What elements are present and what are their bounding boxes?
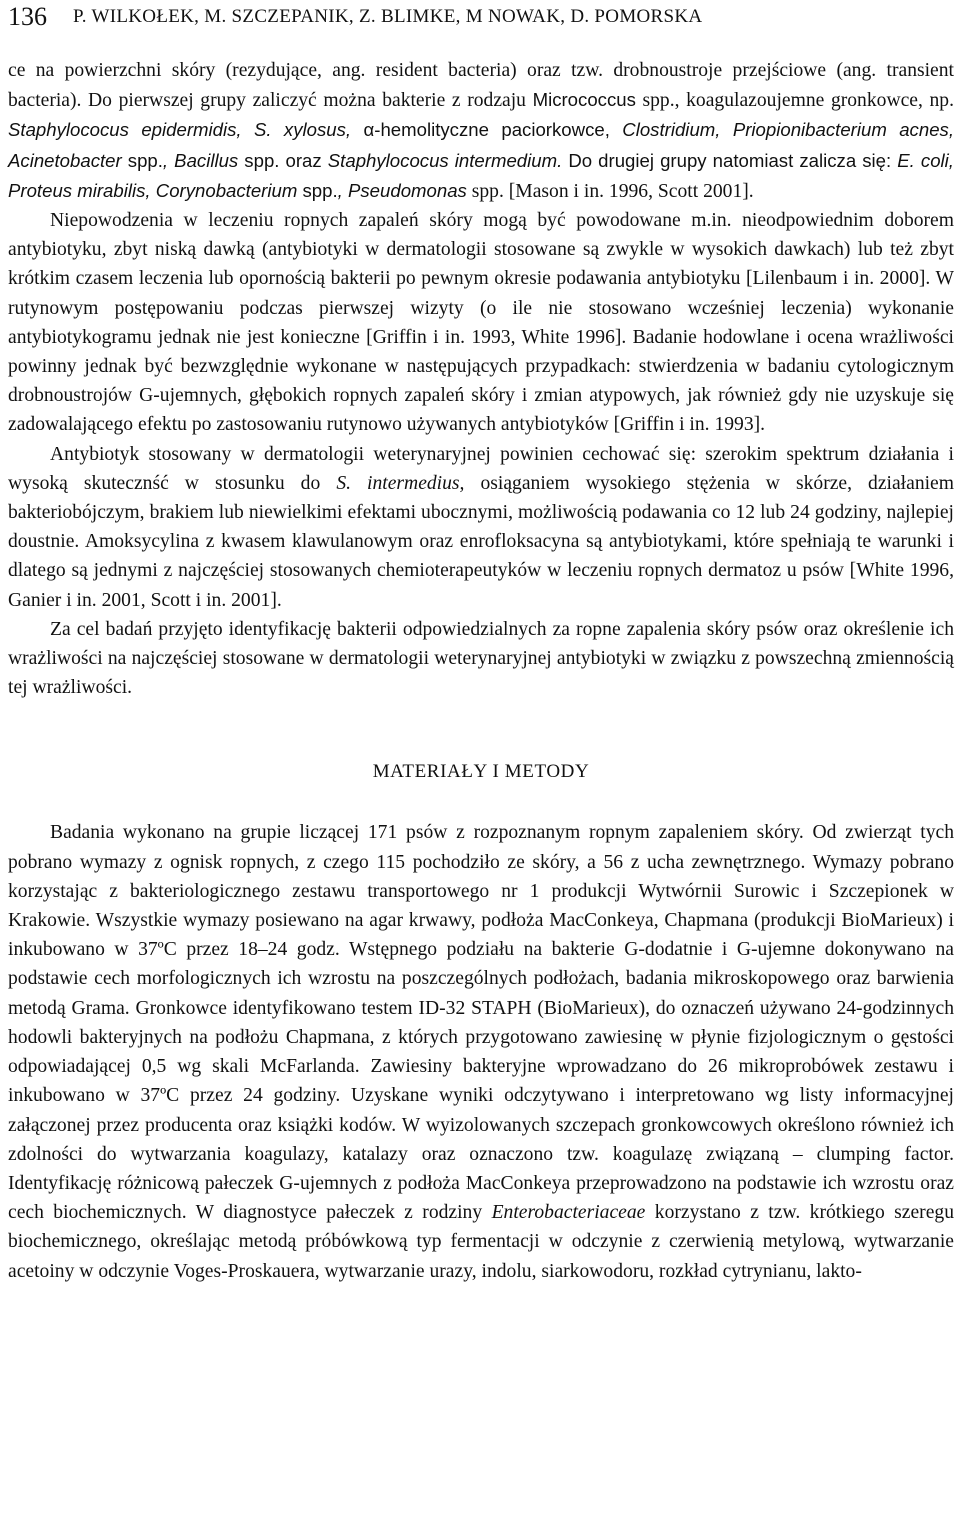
running-title: P. WILKOŁEK, M. SZCZEPANIK, Z. BLIMKE, M NOWAK, D. POMORSKA [73,6,703,27]
text-segment: spp. [Mason i in. 1996, Scott 2001]. [466,180,754,202]
text-segment: spp. oraz [238,149,328,171]
page-header [8,2,952,32]
page-number: 136 [8,2,47,31]
paragraph-treatment-failures [8,206,954,440]
text-segment: Antybiotyk stosowany w dermatologii weterynaryjnej powinien cechować się: szerokim spektrum działania i wysoką skutecznść w stosunku do [8,443,954,494]
text-segment: , Pseudomonas [337,179,467,201]
text-segment: Clostridium, Priopionibacterium acnes, Acinetobacter [8,119,955,171]
text-segment: spp., koagulazoujemne gronkowce, np. [635,90,954,112]
text-segment: spp. [297,179,338,201]
text-segment: S. intermedius, [336,472,465,494]
text-segment: Do drugiej grupy natomiast zalicza się: [562,149,898,171]
paragraph-study-aim [8,615,954,703]
text-segment: Za cel badań przyjęto identyfikację bakterii odpowiedzialnych za ropne zapalenia skóry psów oraz określenie ich wrażliwości na najczęściej stosowane w dermatologii weterynaryjnej antybiotyki w związku z powszechną zmiennością tej wrażliwości. [8,618,954,699]
article-body [8,56,954,1286]
text-segment: Staphylococus epidermidis, S. xylosus, [8,119,352,141]
text-segment: korzystano z tzw. krótkiego szeregu biochemicznego, określając metodą próbówkową typ fermentacji w odczynie z czerwienią metylową, wytwarzanie acetoiny w odczynie Voges-Proskauera, wytwarzanie urazy, indolu, siarkowodoru, rozkład cytrynianu, lakto- [8,1202,954,1282]
text-segment: Micrococcus [532,89,636,111]
section-heading-methods: MATERIAŁY I METODY [372,761,590,783]
text-segment: α-hemolityczne paciorkowce, [351,119,623,141]
paragraph-antibiotic-requirements [8,440,954,615]
text-segment: E. coli, Proteus mirabilis, Corynobacterium [8,149,954,201]
text-segment: Badania wykonano na grupie liczącej 171 psów z rozpoznanym ropnym zapaleniem skóry. Od zwierząt tych pobrano wymazy z ognisk ropnych, z czego 115 pochodziło ze skóry, a 56 z ucha zewnętrznego. Wymazy pobrano korzystając z bakteriologicznego zestawu transportowego nr 1 produkcji Wytwórnii Surowic i Szczepionek w Krakowie. Wszystkie wymazy posiewano na agar krwawy, podłoża MacConkeya, Chapmana (produkcji BioMarieux) i inkubowano w 37ºC przez 18–24 godz. Wstępnego podziału na bakterie G-dodatnie i G-ujemne dokonywano na podstawie cech morfologicznych ich wzrostu na poszczególnych podłożach, badania mikroskopowego oraz barwienia metodą Grama. Gronkowce identyfikowano testem ID-32 STAPH (BioMarieux), do oznaczeń używano 24-godzinnych hodowli bakteryjnych na podłożu Chapmana, z których przygotowano zawiesinę w płynie fizjologicznym o gęstości odpowiadającej 0,5 wg skali McFarlanda. Zawiesiny bakteryjne wprowadzano do 26 mikroprobówek zestawu i inkubowano w 37ºC przez 24 godziny. Uzyskane wyniki odczytywano i interpretowano wg listy informacyjnej załączonej przez producenta oraz książki kodów. W wyizolowanych szczepach gronkowcowych określono również ich zdolności do wytwarzania koagulazy, katalazy oraz oznaczono tzw. koagulazę związaną – clumping factor. Identyfikację różnicową pałeczek G-ujemnych z podłoża MacConkeya przeprowadzono na podstawie ich wzrostu oraz cech biochemicznych. W diagnostyce pałeczek z rodziny [8,822,954,1224]
text-segment: Staphylococus intermedium. [327,149,563,171]
paragraph-methods [8,818,954,1285]
text-segment: ce na powierzchni skóry (rezydujące, ang. resident bacteria) oraz tzw. drobnoustroje przejściowe (ang. transient bacteria). Do pierwszej grupy zaliczyć można bakterie z rodzaju [8,60,954,112]
paragraph-intro-bacteria [8,56,954,206]
text-segment: osiąganiem wysokiego stężenia w skórze, działaniem bakteriobójczym, brakiem lub niewielkimi efektami ubocznymi, możliwością podawania co 12 lub 24 godziny, najlepiej doustnie. Amoksycylina z kwasem klawulanowym oraz enrofloksacyna są antybiotykami, które spełniają te warunki i dlatego są jednymi z najczęściej stosowanych chemioterapeutyków w leczeniu ropnych dermatoz u psów [White 1996, Ganier i in. 2001, Scott i in. 2001]. [8,472,954,611]
text-segment: spp. [121,149,163,171]
text-segment: Niepowodzenia w leczeniu ropnych zapaleń skóry mogą być powodowane m.in. nieodpowiednim doborem antybiotyku, zbyt niską dawką (antybiotyki w dermatologii stosowane są zwykle w wysokich dawkach) lub też zbyt krótkim czasem leczenia lub opornością bakterii po pewnym okresie podawania antybiotyku [Lilenbaum i in. 2000]. W rutynowym postępowaniu podczas pierwszej wizyty (o ile nie stosowano wcześniej leczenia) wykonanie antybiotykogramu jednak nie jest konieczne [Griffin i in. 1993, White 1996]. Badanie hodowlane i ocena wrażliwości powinny jednak być bezwzględnie wykonane w następujących przypadkach: stwierdzenia w badaniu cytologicznym drobnoustrojów G-ujemnych, głębokich ropnych zapaleń skóry i zmian atypowych, jak również gdy nie uzyskuje się zadowalającego efektu po zastosowaniu rutynowo używanych antybiotyków [Griffin i in. 1993]. [8,210,954,436]
text-segment: Enterobacteriaceae [491,1202,646,1224]
text-segment: , Bacillus [162,149,239,171]
